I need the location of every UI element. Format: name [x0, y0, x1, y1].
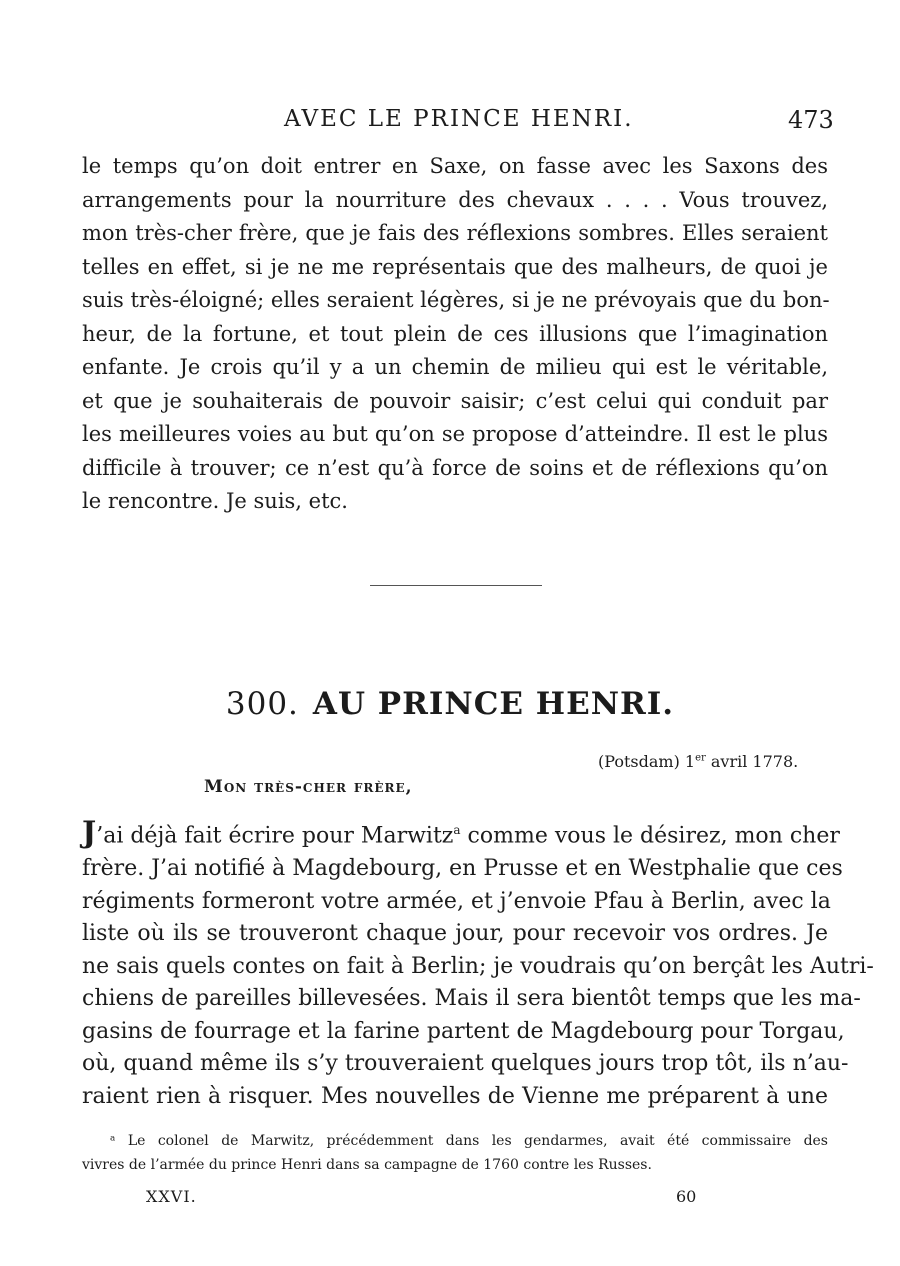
text-line: liste où ils se trouveront chaque jour, pour recevoir vos ordres. Je: [82, 921, 828, 947]
text-line: difficile à trouver; ce n’est qu’à force de soins et de réflexions qu’on: [82, 455, 828, 480]
running-title: AVEC LE PRINCE HENRI.: [284, 106, 634, 132]
text-line: régiments formeront votre armée, et j’envoie Pfau à Berlin, avec la: [82, 888, 831, 914]
text-line: les meilleures voies au but qu’on se propose d’atteindre. Il est le plus: [82, 422, 828, 446]
signature-mark: XXVI.: [146, 1187, 197, 1206]
text-line: arrangements pour la nourriture des chevaux . . . . Vous trouvez,: [82, 187, 828, 212]
text-line: heur, de la fortune, et tout plein de ces illusions que l’imagination: [82, 321, 828, 346]
text-line: mon très-cher frère, que je fais des réflexions sombres. Elles seraient: [82, 221, 828, 245]
first-line-start: ’ai déjà fait écrire pour Marwitz: [96, 823, 454, 849]
text-line: le temps qu’on doit entrer en Saxe, on fasse avec les Saxons des: [82, 154, 828, 178]
dateline-place: (Potsdam) 1: [598, 752, 696, 771]
footnote: [82, 1129, 828, 1177]
sheet-number: 60: [676, 1187, 697, 1206]
text-line: ne sais quels contes on fait à Berlin; je voudrais qu’on berçât les Autri-: [82, 953, 874, 979]
text-line: où, quand même ils s’y trouveraient quelques jours trop tôt, ils n’au-: [82, 1051, 849, 1077]
text-line: telles en effet, si je ne me représentais que des malheurs, de quoi je: [82, 254, 828, 279]
footnote-line: ᵃ Le colonel de Marwitz, précédemment dans les gendarmes, avait été commissaire des: [110, 1133, 828, 1149]
text-line: raient rien à risquer. Mes nouvelles de Vienne me préparent à une: [82, 1084, 828, 1110]
text-line: enfante. Je crois qu’il y a un chemin de milieu qui est le véritable,: [82, 355, 828, 379]
footnote-marker: a: [453, 823, 461, 837]
footnote-line: vivres de l’armée du prince Henri dans sa campagne de 1760 contre les Russes.: [82, 1157, 652, 1173]
text-line: le rencontre. Je suis, etc.: [82, 489, 348, 513]
section-divider: [370, 585, 542, 586]
letter-body: [82, 814, 874, 1114]
letter-number: 300.: [225, 686, 299, 722]
text-line: [82, 814, 840, 853]
dateline-date: avril 1778.: [705, 752, 799, 771]
text-line: chiens de pareilles billevesées. Mais il sera bientôt temps que les ma-: [82, 986, 861, 1012]
salutation: Mon très-cher frère,: [204, 777, 413, 797]
dateline: [598, 752, 798, 771]
letter-title: AU PRINCE HENRI.: [312, 686, 675, 722]
page-number: 473: [788, 106, 834, 134]
first-line-end: comme vous le désirez, mon cher: [460, 823, 840, 849]
text-line: et que je souhaiterais de pouvoir saisir; c’est celui qui conduit par: [82, 388, 828, 413]
running-header: [0, 106, 900, 138]
drop-cap: J: [82, 815, 97, 851]
continuation-paragraph: [82, 150, 828, 519]
text-line: suis très-éloigné; elles seraient légères, si je ne prévoyais que du bon-: [82, 288, 830, 312]
text-line: frère. J’ai notifié à Magdebourg, en Prusse et en Westphalie que ces: [82, 855, 843, 881]
dateline-superscript: er: [695, 752, 706, 764]
letter-heading: [0, 686, 900, 722]
text-line: gasins de fourrage et la farine partent de Magdebourg pour Torgau,: [82, 1018, 845, 1044]
